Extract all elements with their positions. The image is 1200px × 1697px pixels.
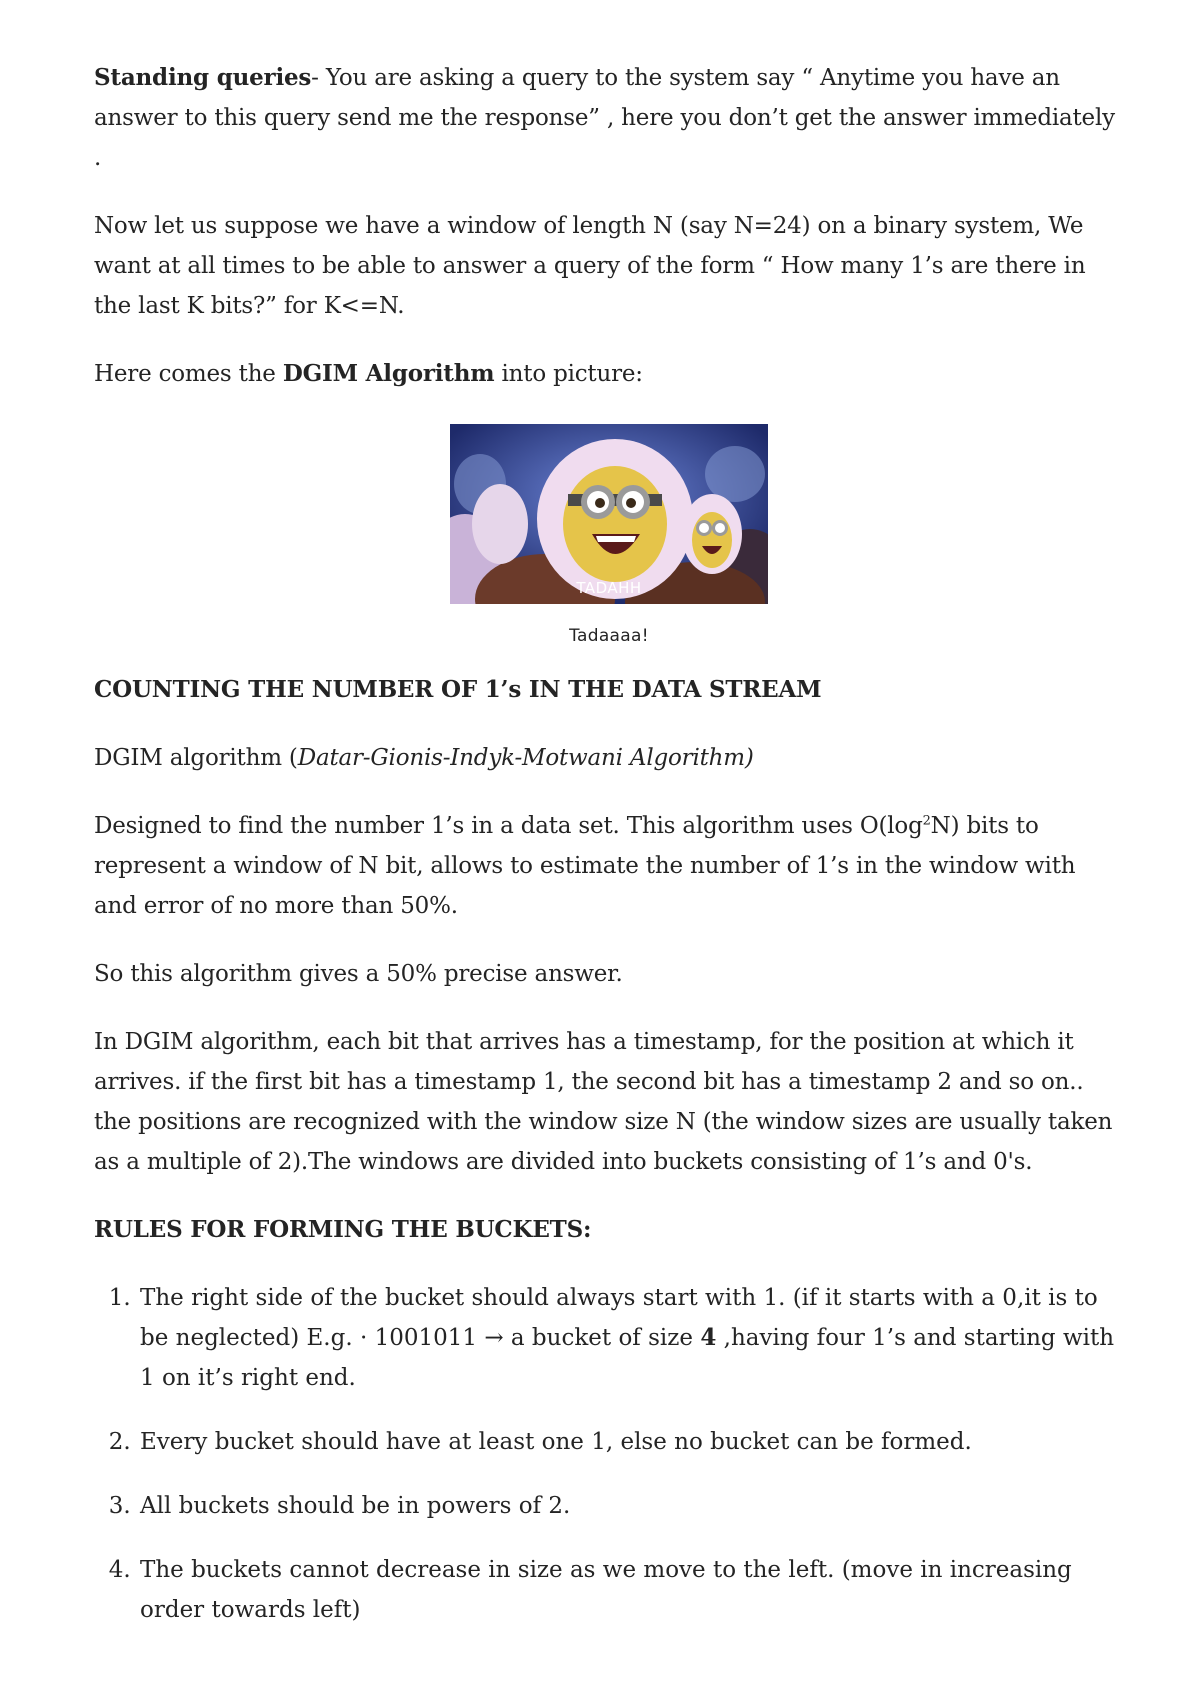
gif-overlay-text: TADAHH: [576, 579, 642, 597]
rule-item: 2. Every bucket should have at least one 1, else no bucket can be formed.: [138, 1422, 1124, 1462]
rule-1-post: ,having four 1’s and starting with 1 on it’s right end.: [140, 1325, 1115, 1391]
design-paragraph: [94, 806, 1124, 926]
window-paragraph: Now let us suppose we have a window of length N (say N=24) on a binary system, We want at all times to be able to answer a query of the form “ How many 1’s are there in the last K bits?” for K<=N.: [94, 213, 1086, 319]
timestamp-paragraph: In DGIM algorithm, each bit that arrives has a timestamp, for the position at which it arrives. if the first bit has a timestamp 1, the second bit has a timestamp 2 and so on.. the positions are recognized with the window size N (the window sizes are usually taken as a multiple of 2).The windows are divided into buckets consisting of 1’s and 0's.: [94, 1029, 1113, 1175]
intro-dgim-paragraph: [94, 354, 1124, 394]
rules-heading: [94, 1210, 1124, 1250]
rule-item: 4. The buckets cannot decrease in size as we move to the left. (move in increasing order towards left): [138, 1550, 1124, 1630]
counting-heading: [94, 670, 1124, 710]
dgim-full-name: Datar-Gionis-Indyk-Motwani Algorithm): [297, 745, 754, 771]
dgim-algorithm-term: DGIM Algorithm: [282, 360, 495, 387]
design-pre: Designed to find the number 1’s in a data set. This algorithm uses O(log: [94, 813, 923, 839]
figure-caption: Tadaaaa!: [569, 626, 649, 646]
standing-queries-term: Standing queries: [94, 64, 312, 91]
rule-1-pre: The right side of the bucket should always start with 1. (if it starts with a 0,it is to be neglected) E.g. · 1001011 → a bucket of size: [140, 1285, 1098, 1351]
figure: [94, 424, 1124, 646]
intro-dgim-post: into picture:: [494, 361, 643, 387]
rules-list: [94, 1278, 1124, 1630]
design-superscript: 2: [922, 813, 931, 829]
rule-1-bold: 4: [700, 1324, 717, 1351]
rules-heading-text: RULES FOR FORMING THE BUCKETS:: [94, 1216, 592, 1243]
dgim-definition-pre: DGIM algorithm (: [94, 745, 298, 771]
precision-paragraph: So this algorithm gives a 50% precise answer.: [94, 961, 623, 987]
minion-gif-image[interactable]: [450, 424, 768, 604]
article-body: [94, 58, 1124, 1654]
standing-queries-paragraph: [94, 58, 1124, 178]
design-post: N) bits to represent a window of N bit, allows to estimate the number of 1’s in the window with and error of no more than 50%.: [94, 813, 1076, 919]
dgim-definition-paragraph: [94, 738, 1124, 778]
rule-item: 3. All buckets should be in powers of 2.: [138, 1486, 1124, 1526]
intro-dgim-pre: Here comes the: [94, 361, 283, 387]
minion-illustration: [450, 424, 768, 604]
rule-item: [138, 1278, 1124, 1398]
counting-heading-text: COUNTING THE NUMBER OF 1’s IN THE DATA STREAM: [94, 676, 822, 703]
standing-queries-text: - You are asking a query to the system say “ Anytime you have an answer to this query send me the response” , here you don’t get the answer immediately .: [94, 65, 1115, 171]
